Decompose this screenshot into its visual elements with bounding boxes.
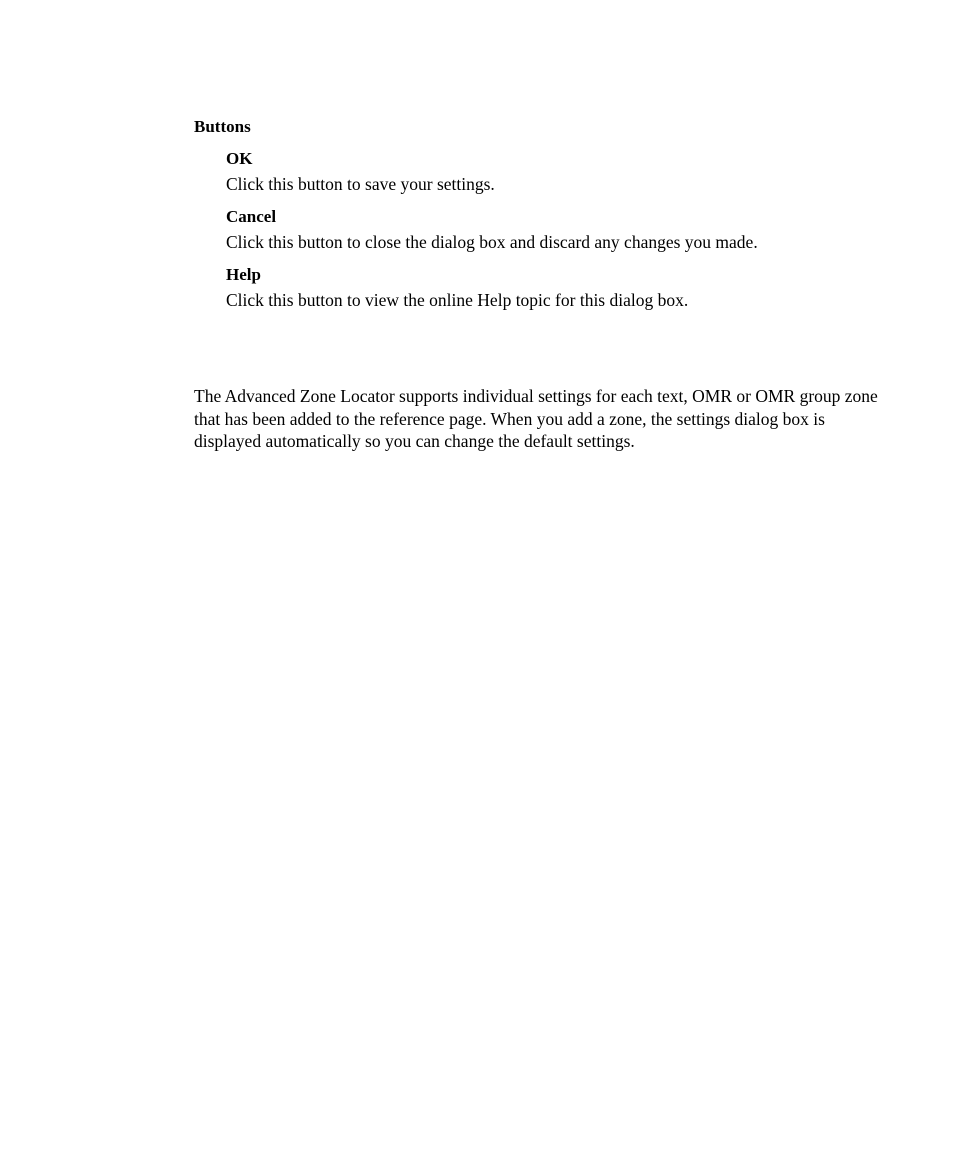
term-item-help	[226, 264, 906, 322]
buttons-section-heading: Buttons	[194, 117, 251, 136]
term-title-ok: OK	[226, 149, 253, 168]
term-item-ok	[226, 148, 906, 206]
body-paragraph: The Advanced Zone Locator supports individual settings for each text, OMR or OMR group zone that has been added to the reference page. When you add a zone, the settings dialog box is displayed automatically so you can change the default settings.	[194, 386, 878, 451]
term-description-help: Click this button to view the online Help topic for this dialog box.	[226, 290, 689, 310]
buttons-term-list	[226, 148, 906, 322]
term-description-cancel: Click this button to close the dialog box and discard any changes you made.	[226, 232, 758, 252]
term-title-help: Help	[226, 265, 261, 284]
term-item-cancel	[226, 206, 906, 264]
term-title-cancel: Cancel	[226, 207, 277, 226]
term-description-ok: Click this button to save your settings.	[226, 174, 495, 194]
